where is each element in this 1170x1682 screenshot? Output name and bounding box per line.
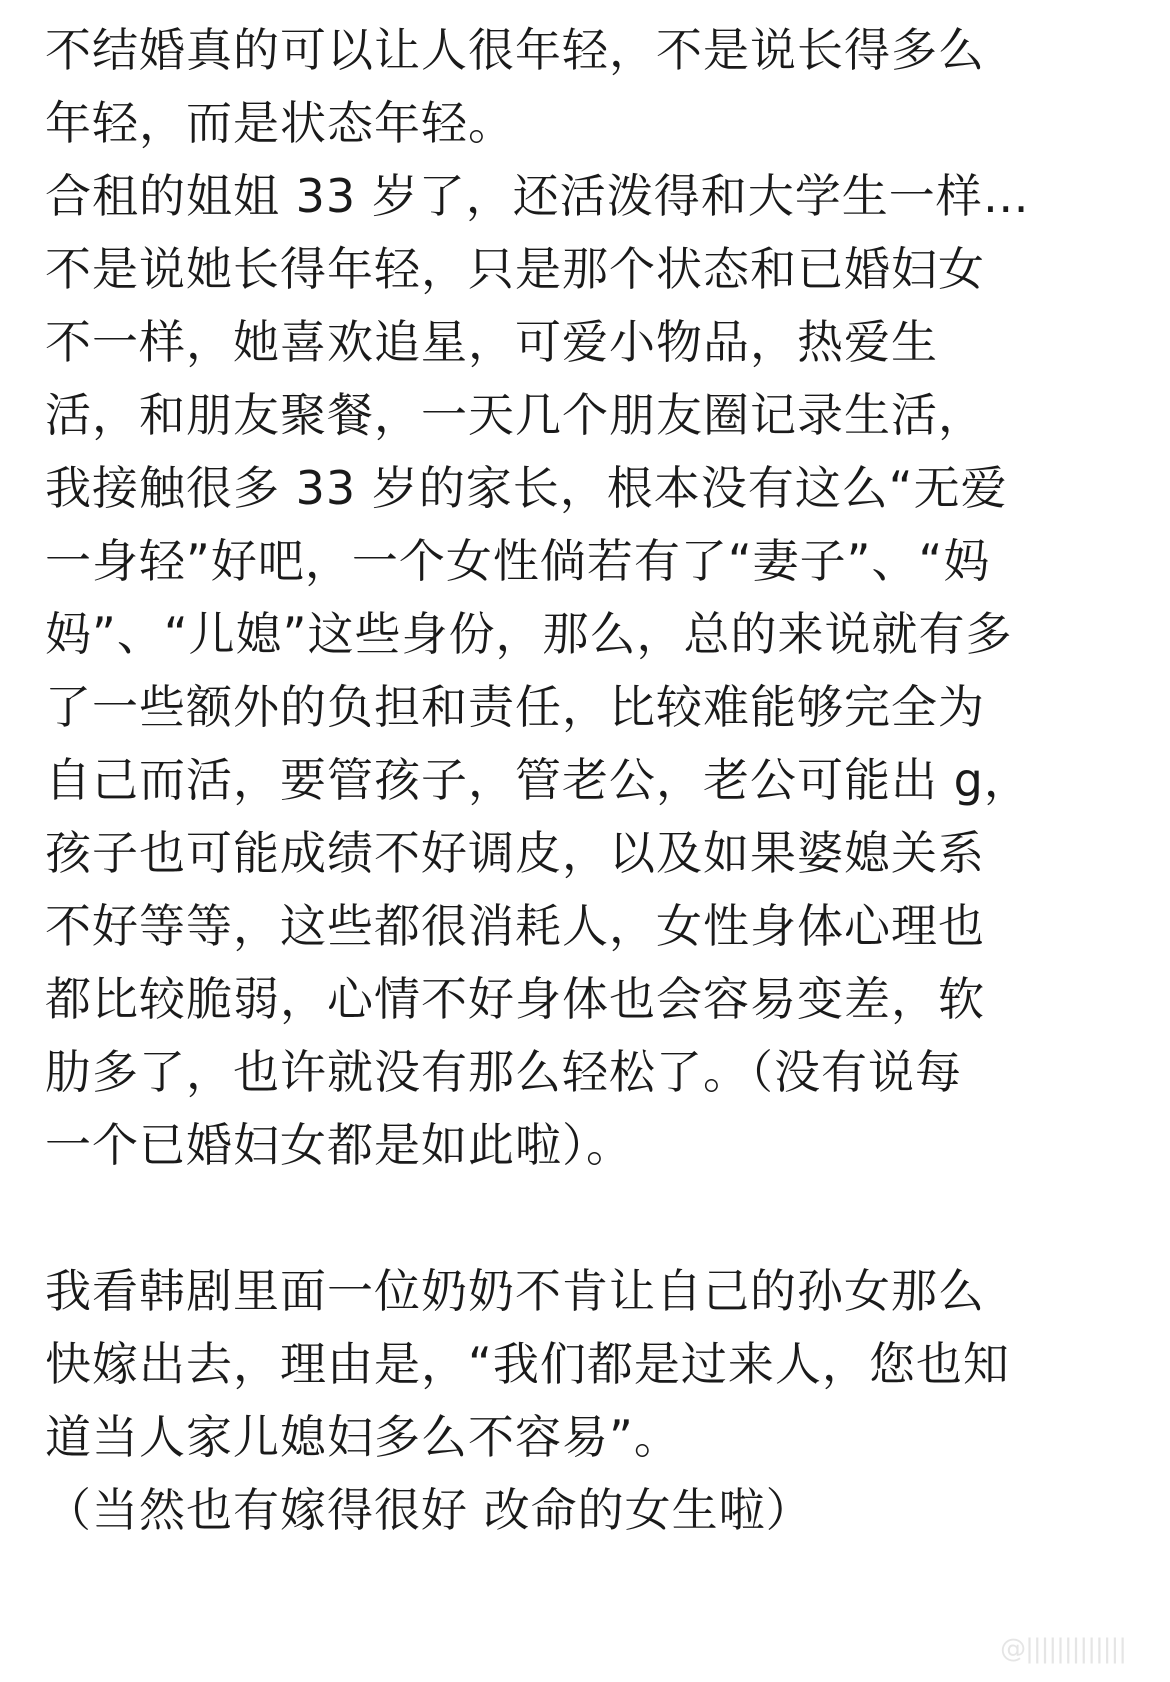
- text-line: 活，和朋友聚餐，一天几个朋友圈记录生活，: [45, 388, 985, 442]
- text-line: 一身轻”好吧，一个女性倘若有了“妻子”、“妈: [45, 534, 991, 588]
- text-line: 不结婚真的可以让人很年轻，不是说长得多么: [45, 23, 985, 77]
- text-line: 孩子也可能成绩不好调皮，以及如果婆媳关系: [45, 826, 985, 880]
- paragraph-2: [45, 1255, 1145, 1547]
- text-line: 道当人家儿媳妇多么不容易”。: [45, 1410, 681, 1464]
- paragraph-1: [45, 14, 1145, 1182]
- text-line: 了一些额外的负担和责任，比较难能够完全为: [45, 680, 985, 734]
- text-line: 不一样，她喜欢追星，可爱小物品，热爱生: [45, 315, 938, 369]
- text-line: 合租的姐姐 33 岁了，还活泼得和大学生一样…: [45, 169, 1030, 223]
- text-line: 我接触很多 33 岁的家长，根本没有这么“无爱: [45, 461, 1008, 515]
- text-line: 不是说她长得年轻，只是那个状态和已婚妇女: [45, 242, 985, 296]
- text-line: 快嫁出去，理由是，“我们都是过来人，您也知: [45, 1337, 1010, 1391]
- paragraph-spacer: [45, 1182, 1145, 1255]
- post-body: [45, 14, 1145, 1547]
- text-line: 不好等等，这些都很消耗人，女性身体心理也: [45, 899, 985, 953]
- watermark: @|||||||||||||: [1000, 1634, 1126, 1664]
- text-line: 都比较脆弱，心情不好身体也会容易变差，软: [45, 972, 985, 1026]
- text-line: 肋多了，也许就没有那么轻松了。（没有说每: [45, 1045, 962, 1099]
- text-line: 自己而活，要管孩子，管老公，老公可能出 g，: [45, 753, 1031, 807]
- text-line: 年轻，而是状态年轻。: [45, 96, 515, 150]
- text-line: 妈”、“儿媳”这些身份，那么，总的来说就有多: [45, 607, 1013, 661]
- text-line: 一个已婚妇女都是如此啦）。: [45, 1118, 633, 1172]
- text-line: （当然也有嫁得很好 改命的女生啦）: [45, 1483, 813, 1537]
- text-line: 我看韩剧里面一位奶奶不肯让自己的孙女那么: [45, 1264, 985, 1318]
